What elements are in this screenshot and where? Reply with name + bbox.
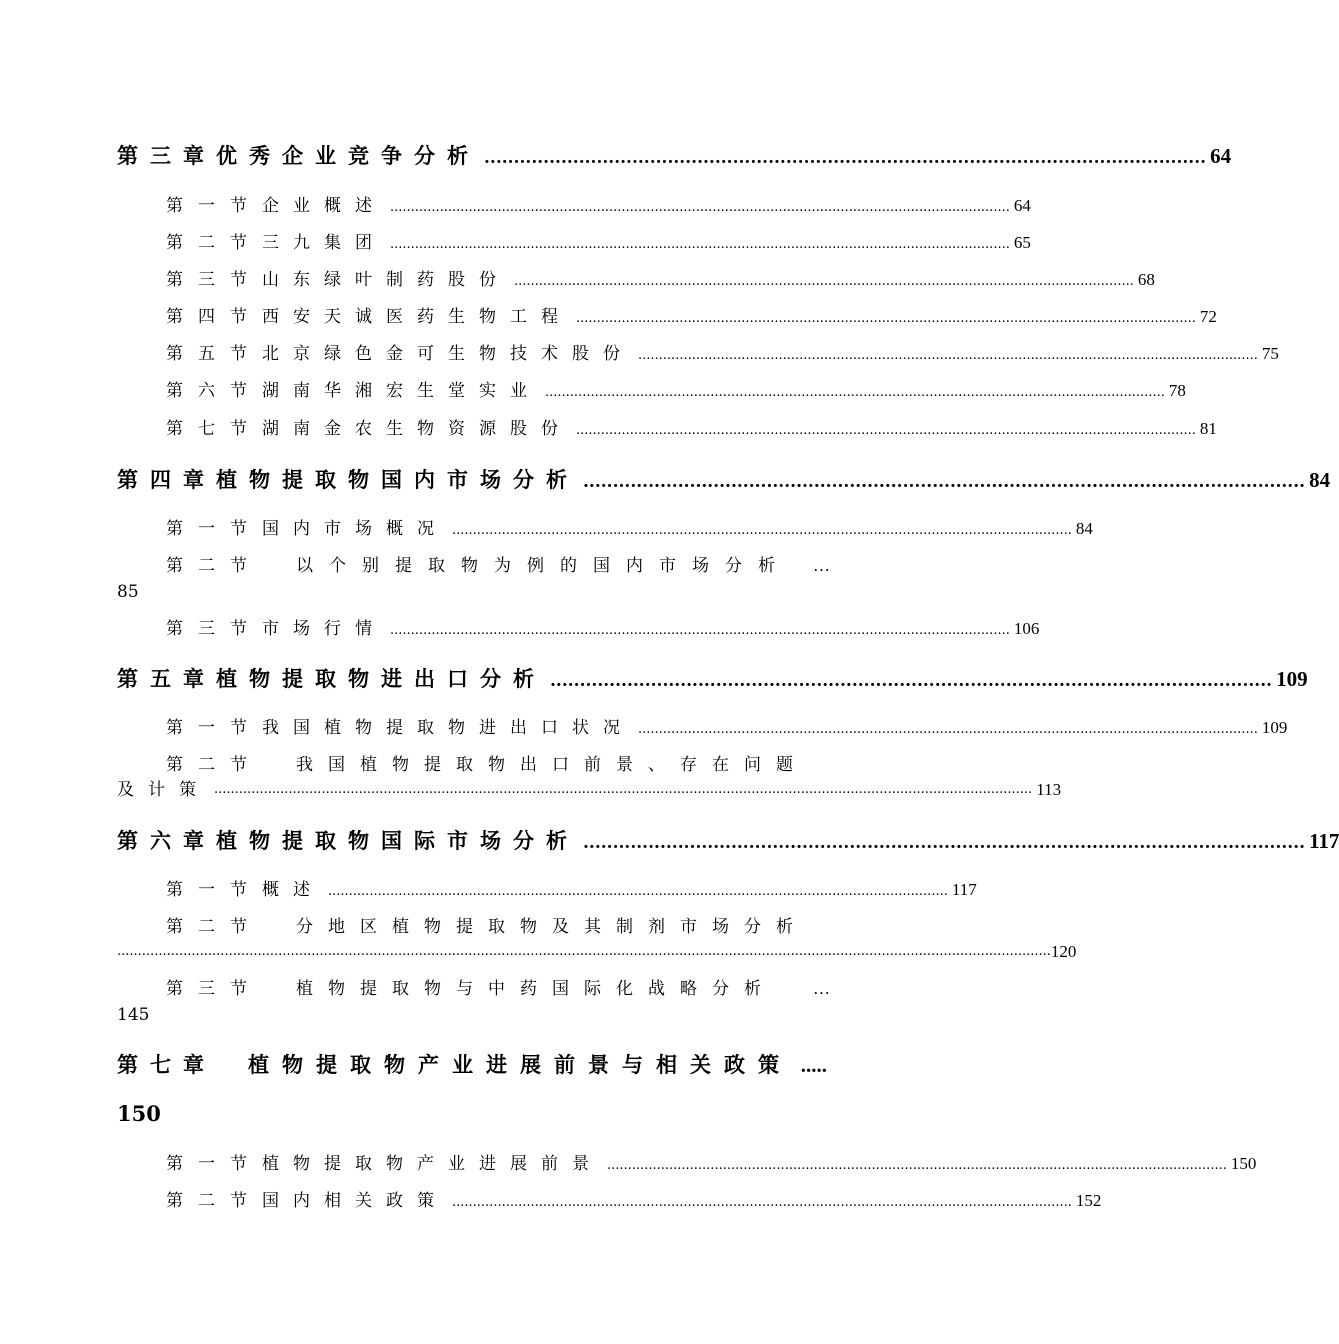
section-title: 概述: [262, 880, 324, 900]
chapter-title: 植物提取物进出口分析: [216, 666, 546, 691]
chapter-number: 第六章: [117, 828, 216, 853]
chapter-title: 优秀企业竞争分析: [216, 143, 480, 168]
toc-chapter-4[interactable]: [117, 466, 1331, 494]
ellipsis: …: [813, 556, 830, 575]
section-title: 植物提取物产业进展前景: [262, 1154, 603, 1174]
section-number: 第二节: [166, 233, 262, 253]
page-number: 152: [1075, 1191, 1102, 1210]
leader-dots: ......................................................................................................................................................: [638, 348, 1258, 363]
leader-dots: ..................................................................................................................................................................................................................................: [117, 944, 1051, 959]
toc-section[interactable]: [166, 418, 1217, 440]
section-number: 第二节: [166, 917, 262, 937]
section-number: 第二节: [166, 556, 262, 576]
leader-dots: ..........................................................................................................................: [583, 833, 1306, 853]
page-number: 84: [1309, 468, 1331, 492]
leader-dots: ......................................................................................................................................................: [514, 274, 1134, 289]
section-number: 第一节: [166, 718, 262, 738]
toc-chapter-5[interactable]: [117, 665, 1308, 693]
leader-dots: ..........................................................................................................................: [550, 671, 1273, 691]
toc-chapter-3[interactable]: [117, 142, 1232, 170]
page-number: 145: [117, 1005, 150, 1025]
section-title: 植物提取物与中药国际化战略分析: [296, 979, 776, 999]
section-number: 第一节: [166, 1154, 262, 1174]
page-number: 65: [1013, 233, 1031, 252]
leader-dots: ......................................................................................................................................................: [390, 200, 1010, 215]
section-title: 我国植物提取物进出口状况: [262, 718, 634, 738]
chapter-title: 植物提取物国际市场分析: [216, 828, 579, 853]
section-number: 第二节: [166, 755, 262, 775]
leader-dots: ..........................................................................................................................: [583, 472, 1306, 492]
section-title: 山东绿叶制药股份: [262, 270, 510, 290]
section-number: 第一节: [166, 519, 262, 539]
toc-section[interactable]: [166, 555, 830, 577]
leader-dots: ......................................................................................................................................................: [545, 385, 1165, 400]
page-number: 81: [1199, 419, 1217, 438]
toc-section[interactable]: [166, 232, 1031, 254]
toc-section[interactable]: [166, 618, 1040, 640]
toc-section[interactable]: [166, 717, 1288, 739]
section-title: 西安天诚医药生物工程: [262, 307, 572, 327]
section-title-cont: 及计策: [117, 780, 210, 800]
page-number: 117: [951, 880, 977, 899]
leader-dots: ......................................................................................................................................................: [638, 722, 1258, 737]
section-number: 第五节: [166, 344, 262, 364]
section-number: 第四节: [166, 307, 262, 327]
page-number: 78: [1168, 381, 1186, 400]
section-title: 北京绿色金可生物技术股份: [262, 344, 634, 364]
toc-section-continuation[interactable]: [117, 941, 1077, 963]
leader-dots: ......................................................................................................................................................: [452, 1195, 1072, 1210]
chapter-title: 植物提取物产业进展前景与相关政策: [248, 1052, 792, 1077]
toc-section[interactable]: [166, 306, 1217, 328]
page-number: 113: [1036, 780, 1062, 799]
toc-section[interactable]: [166, 1153, 1257, 1175]
section-number: 第六节: [166, 381, 262, 401]
leader-dots: ......................................................................................................................................................................................................: [214, 782, 1033, 797]
toc-section[interactable]: [166, 380, 1186, 402]
page-number: 84: [1075, 519, 1093, 538]
ellipsis: …: [813, 979, 830, 998]
leader-dots: ......................................................................................................................................................: [607, 1158, 1227, 1173]
toc-section[interactable]: [166, 343, 1279, 365]
section-title: 分地区植物提取物及其制剂市场分析: [296, 917, 808, 937]
leader-dots: ......................................................................................................................................................: [390, 237, 1010, 252]
page-number: 109: [1261, 718, 1288, 737]
section-number: 第二节: [166, 1191, 262, 1211]
toc-section[interactable]: [166, 518, 1093, 540]
page-number: 106: [1013, 619, 1040, 638]
page-number: 109: [1276, 667, 1308, 691]
section-title: 我国植物提取物出口前景、存在问题: [296, 755, 808, 775]
section-title: 湖南华湘宏生堂实业: [262, 381, 541, 401]
section-number: 第一节: [166, 880, 262, 900]
toc-section[interactable]: [166, 879, 977, 901]
toc-chapter-6[interactable]: [117, 827, 1339, 855]
section-number: 第三节: [166, 270, 262, 290]
section-title: 湖南金农生物资源股份: [262, 419, 572, 439]
chapter-number: 第三章: [117, 143, 216, 168]
chapter-number: 第四章: [117, 467, 216, 492]
section-title: 国内相关政策: [262, 1191, 448, 1211]
toc-section[interactable]: [166, 916, 830, 938]
section-title: 三九集团: [262, 233, 386, 253]
section-number: 第三节: [166, 619, 262, 639]
page-number: 68: [1137, 270, 1155, 289]
toc-section[interactable]: [166, 195, 1031, 217]
section-title: 国内市场概况: [262, 519, 448, 539]
section-title: 以个别提取物为例的国内市场分析: [296, 556, 791, 576]
section-title: 市场行情: [262, 619, 386, 639]
section-number: 第一节: [166, 196, 262, 216]
toc-chapter-7[interactable]: [117, 1051, 827, 1079]
page-number: 150: [117, 1101, 161, 1126]
page-number: 64: [1013, 196, 1031, 215]
leader-dots: ......................................................................................................................................................: [576, 423, 1196, 438]
leader-dots: ......................................................................................................................................................: [452, 523, 1072, 538]
leader-dots: .....: [800, 1053, 827, 1077]
page-number: 85: [117, 582, 139, 602]
section-number: 第七节: [166, 419, 262, 439]
page-number: 64: [1210, 144, 1232, 168]
page-number: 72: [1199, 307, 1217, 326]
page-number: 120: [1050, 942, 1077, 961]
toc-section[interactable]: [166, 1190, 1102, 1212]
page-number: 150: [1230, 1154, 1257, 1173]
page-number: 75: [1261, 344, 1279, 363]
leader-dots: ......................................................................................................................................................: [576, 311, 1196, 326]
toc-section[interactable]: [166, 754, 830, 776]
toc-section[interactable]: [166, 978, 830, 1000]
section-title: 企业概述: [262, 196, 386, 216]
chapter-title: 植物提取物国内市场分析: [216, 467, 579, 492]
leader-dots: ......................................................................................................................................................: [328, 884, 948, 899]
toc-section[interactable]: [166, 269, 1155, 291]
leader-dots: ......................................................................................................................................................: [390, 623, 1010, 638]
leader-dots: ..........................................................................................................................: [484, 148, 1207, 168]
page-number: 117: [1309, 829, 1339, 853]
toc-section-continuation[interactable]: [117, 779, 1062, 801]
chapter-number: 第七章: [117, 1052, 216, 1077]
section-number: 第三节: [166, 979, 262, 999]
chapter-number: 第五章: [117, 666, 216, 691]
